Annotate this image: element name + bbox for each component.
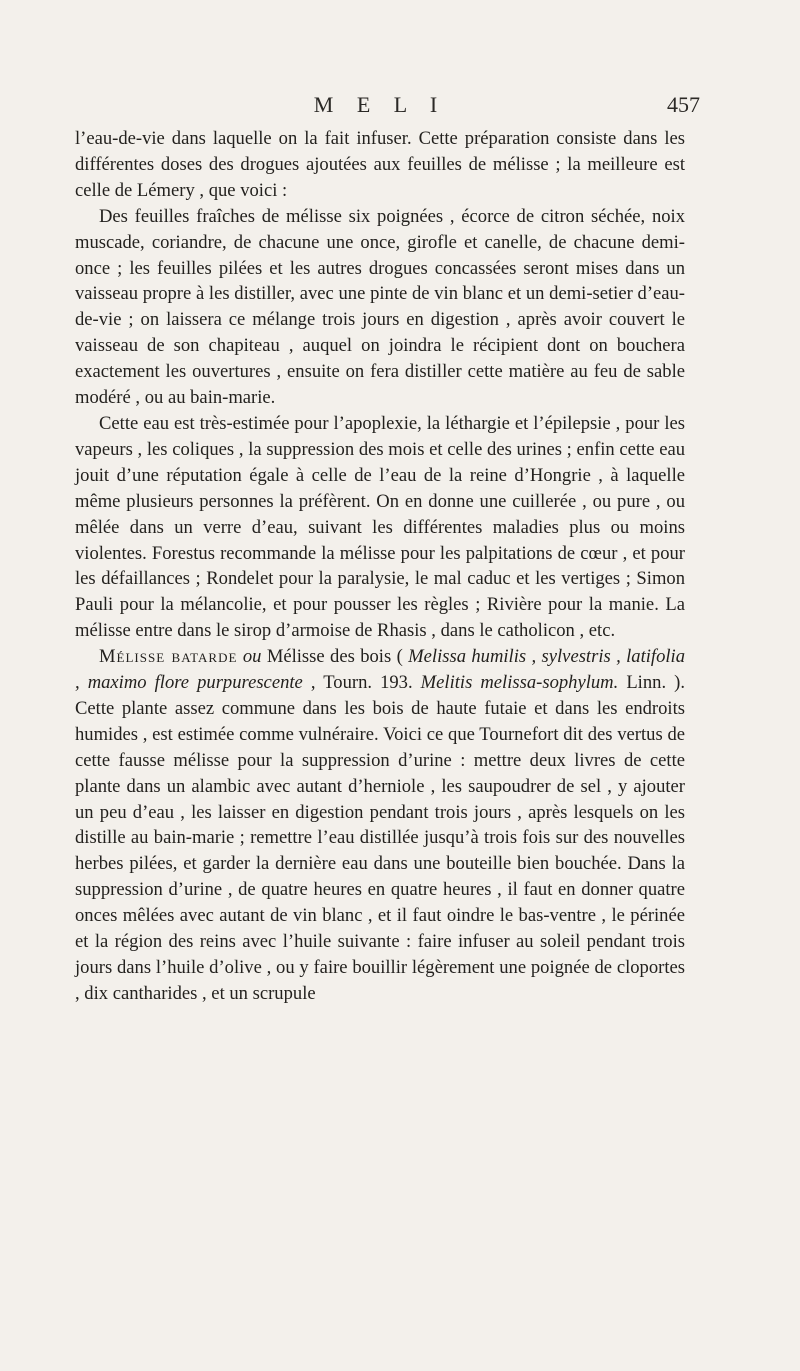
page-header: [75, 92, 700, 122]
running-head: M E L I: [313, 92, 447, 117]
body-text: [75, 126, 685, 1007]
paragraph-1: l’eau-de-vie dans laquelle on la fait infuser. Cette préparation consiste dans les différentes doses des drogues ajoutées aux feuilles de mélisse ; la meilleure est celle de Lémery , que voici :: [75, 128, 685, 201]
entry-alias: Mélisse des bois (: [266, 646, 403, 668]
conjunction-ou: ou: [242, 646, 262, 668]
reference-tournefort: , Tourn. 193.: [310, 672, 413, 694]
paragraph-3: Cette eau est très-estimée pour l’apoplexie, la léthargie et l’épilepsie , pour les vapeurs , les coliques , la suppression des mois et celle des urines ; enfin cette eau jouit d’une réputation égale à celle de l’eau de la reine d’Hongrie , à laquelle même plusieurs personnes la préfèrent. On en donne une cuillerée , ou pure , ou mêlée dans un verre d’eau, suivant les différentes maladies plus ou moins violentes. Forestus recommande la mélisse pour les palpitations de cœur , et pour les défaillances ; Rondelet pour la paralysie, le mal caduc et les vertiges ; Simon Pauli pour la mélancolie, et pour pousser les règles ; Rivière pour la manie. La mélisse entre dans le sirop d’armoise de Rhasis , dans le catholicon , etc.: [75, 412, 685, 642]
paragraph-2: Des feuilles fraîches de mélisse six poignées , écorce de citron séchée, noix muscade, coriandre, de chacune une once, girofle et canelle, de chacune demi-once ; les feuilles pilées et les autres drogues concassées seront mises dans un vaisseau propre à les distiller, avec une pinte de vin blanc et un demi-setier d’eau-de-vie ; on laissera ce mélange trois jours en digestion , après avoir couvert le vaisseau de son chapiteau , auquel on joindra le récipient dont on bouchera exactement les ouvertures , ensuite on fera distiller cette matière au feu de sable modéré , ou au bain-marie.: [75, 205, 685, 409]
latin-name-linnaeus: Melitis melissa-sophylum.: [420, 672, 619, 694]
entry-headword: Mélisse batarde: [99, 646, 238, 668]
paragraph-4: [75, 644, 685, 1007]
page-number: 457: [667, 92, 700, 117]
latin-name-tournefort: Melissa humilis , sylvestris , latifolia , maximo flore purpurescente: [75, 646, 686, 694]
entry-text: Linn. ). Cette plante assez commune dans les bois de haute futaie et dans les endroits humides , est estimée comme vulnéraire. Voici ce que Tournefort dit des vertus de cette fausse mélisse pour la suppression d’urine : mettre deux livres de cette plante dans un alambic avec autant d’herniole , les saupoudrer de sel , y ajouter un peu d’eau , les laisser en digestion pendant trois jours , après lesquels on les distille au bain-marie ; remettre l’eau distillée jusqu’à trois fois sur des nouvelles herbes pilées, et garder la dernière eau dans une bouteille bien bouchée. Dans la suppression d’urine , de quatre heures en quatre heures , il faut en donner quatre onces mêlées avec autant de vin blanc , et il faut oindre le bas-ventre , le périnée et la région des reins avec l’huile suivante : faire infuser au soleil pendant trois jours dans l’huile d’olive , ou y faire bouillir légèrement une poignée de cloportes , dix cantharides , et un scrupule: [75, 672, 685, 1004]
